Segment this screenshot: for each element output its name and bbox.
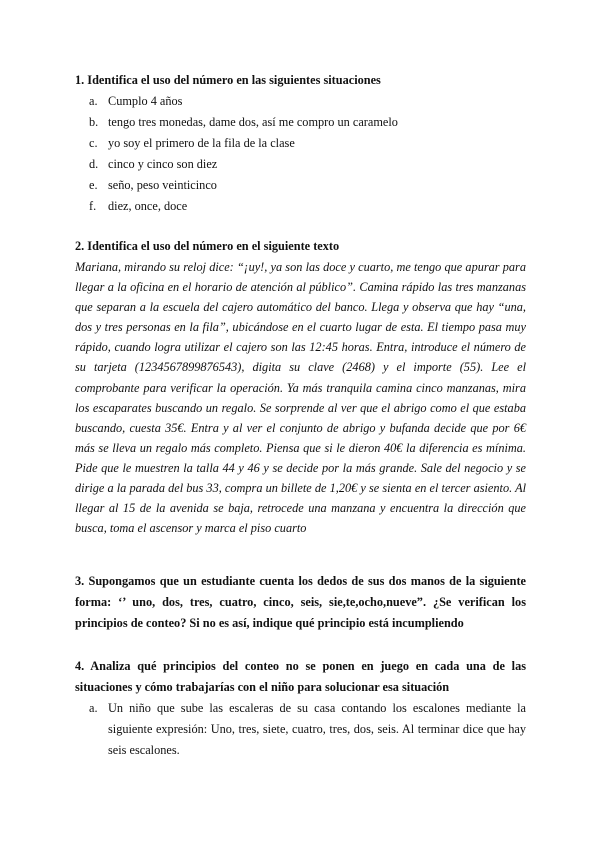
list-item	[75, 175, 526, 196]
question-4	[75, 656, 526, 761]
list-marker: a.	[89, 701, 98, 715]
list-item-text: tengo tres monedas, dame dos, así me compro un caramelo	[108, 115, 398, 129]
list-marker: e.	[89, 178, 98, 192]
question-1-title: 1. Identifica el uso del número en las siguientes situaciones	[75, 73, 381, 87]
list-marker: d.	[89, 157, 99, 171]
question-1	[75, 70, 526, 217]
list-marker: f.	[89, 199, 97, 213]
question-2-title: 2. Identifica el uso del número en el siguiente texto	[75, 239, 340, 253]
list-item-text: diez, once, doce	[108, 199, 188, 213]
list-item	[75, 133, 526, 154]
question-1-list	[75, 91, 526, 217]
list-item-text: seño, peso veinticinco	[108, 178, 217, 192]
question-2-text: Mariana, mirando su reloj dice: “¡uy!, ya son las doce y cuarto, me tengo que apurar para llegar a la oficina en el horario de atención al público”. Camina rápido las tres manzanas que separan a la escuela del cajero automático del banco. Llega y observa que hay “una, dos y tres personas en la fila”, ubicándose en el cuarto lugar de esta. El tiempo pasa muy rápido, cuando logra utilizar el cajero son las 12:45 horas. Entra, introduce el número de su tarjeta (1234567899876543), digita su clave (2468) y el importe (55). Lee el comprobante para verificar la operación. Ya más tranquila camina cinco manzanas, mira los escaparates buscando un regalo. Se sorprende al ver que el abrigo como el que estaba buscando, cuesta 35€. Entra y al ver el conjunto de abrigo y bufanda decide que por 6€ más se lleva un regalo más completo. Piensa que si le dieron 40€ la diferencia es mínima. Pide que le muestren la talla 44 y 46 y se decide por la más grande. Sale del negocio y se dirige a la parada del bus 33, compra un billete de 1,20€ y se sienta en el tercer asiento. Al llegar al 15 de la avenida se baja, retrocede una manzana y encuentra la dirección que busca, toma el ascensor y marca el piso cuarto	[75, 260, 526, 536]
list-marker: c.	[89, 136, 98, 150]
question-4-title: 4. Analiza qué principios del conteo no se ponen en juego en cada una de las situaciones y cómo trabajarías con el niño para solucionar esa situación	[75, 659, 526, 694]
list-item	[75, 196, 526, 217]
list-item	[75, 112, 526, 133]
question-4-item-a	[75, 698, 526, 761]
question-2	[75, 236, 526, 538]
question-3	[75, 571, 526, 634]
list-item-text: Cumplo 4 años	[108, 94, 183, 108]
list-marker: a.	[89, 94, 98, 108]
list-marker: b.	[89, 115, 99, 129]
question-3-title: 3. Supongamos que un estudiante cuenta los dedos de sus dos manos de la siguiente forma: ‘’ uno, dos, tres, cuatro, cinco, seis, sie,te,ocho,nueve”. ¿Se verifican los principios de conteo? Si no es así, indique qué principio está incumpliendo	[75, 574, 526, 630]
list-item-text: yo soy el primero de la fila de la clase	[108, 136, 295, 150]
list-item-text: cinco y cinco son diez	[108, 157, 218, 171]
list-item	[75, 91, 526, 112]
question-4-item-a-text: Un niño que sube las escaleras de su casa contando los escalones mediante la siguiente expresión: Uno, tres, siete, cuatro, tres, dos, seis. Al terminar dice que hay seis escalones.	[108, 701, 526, 757]
list-item	[75, 154, 526, 175]
